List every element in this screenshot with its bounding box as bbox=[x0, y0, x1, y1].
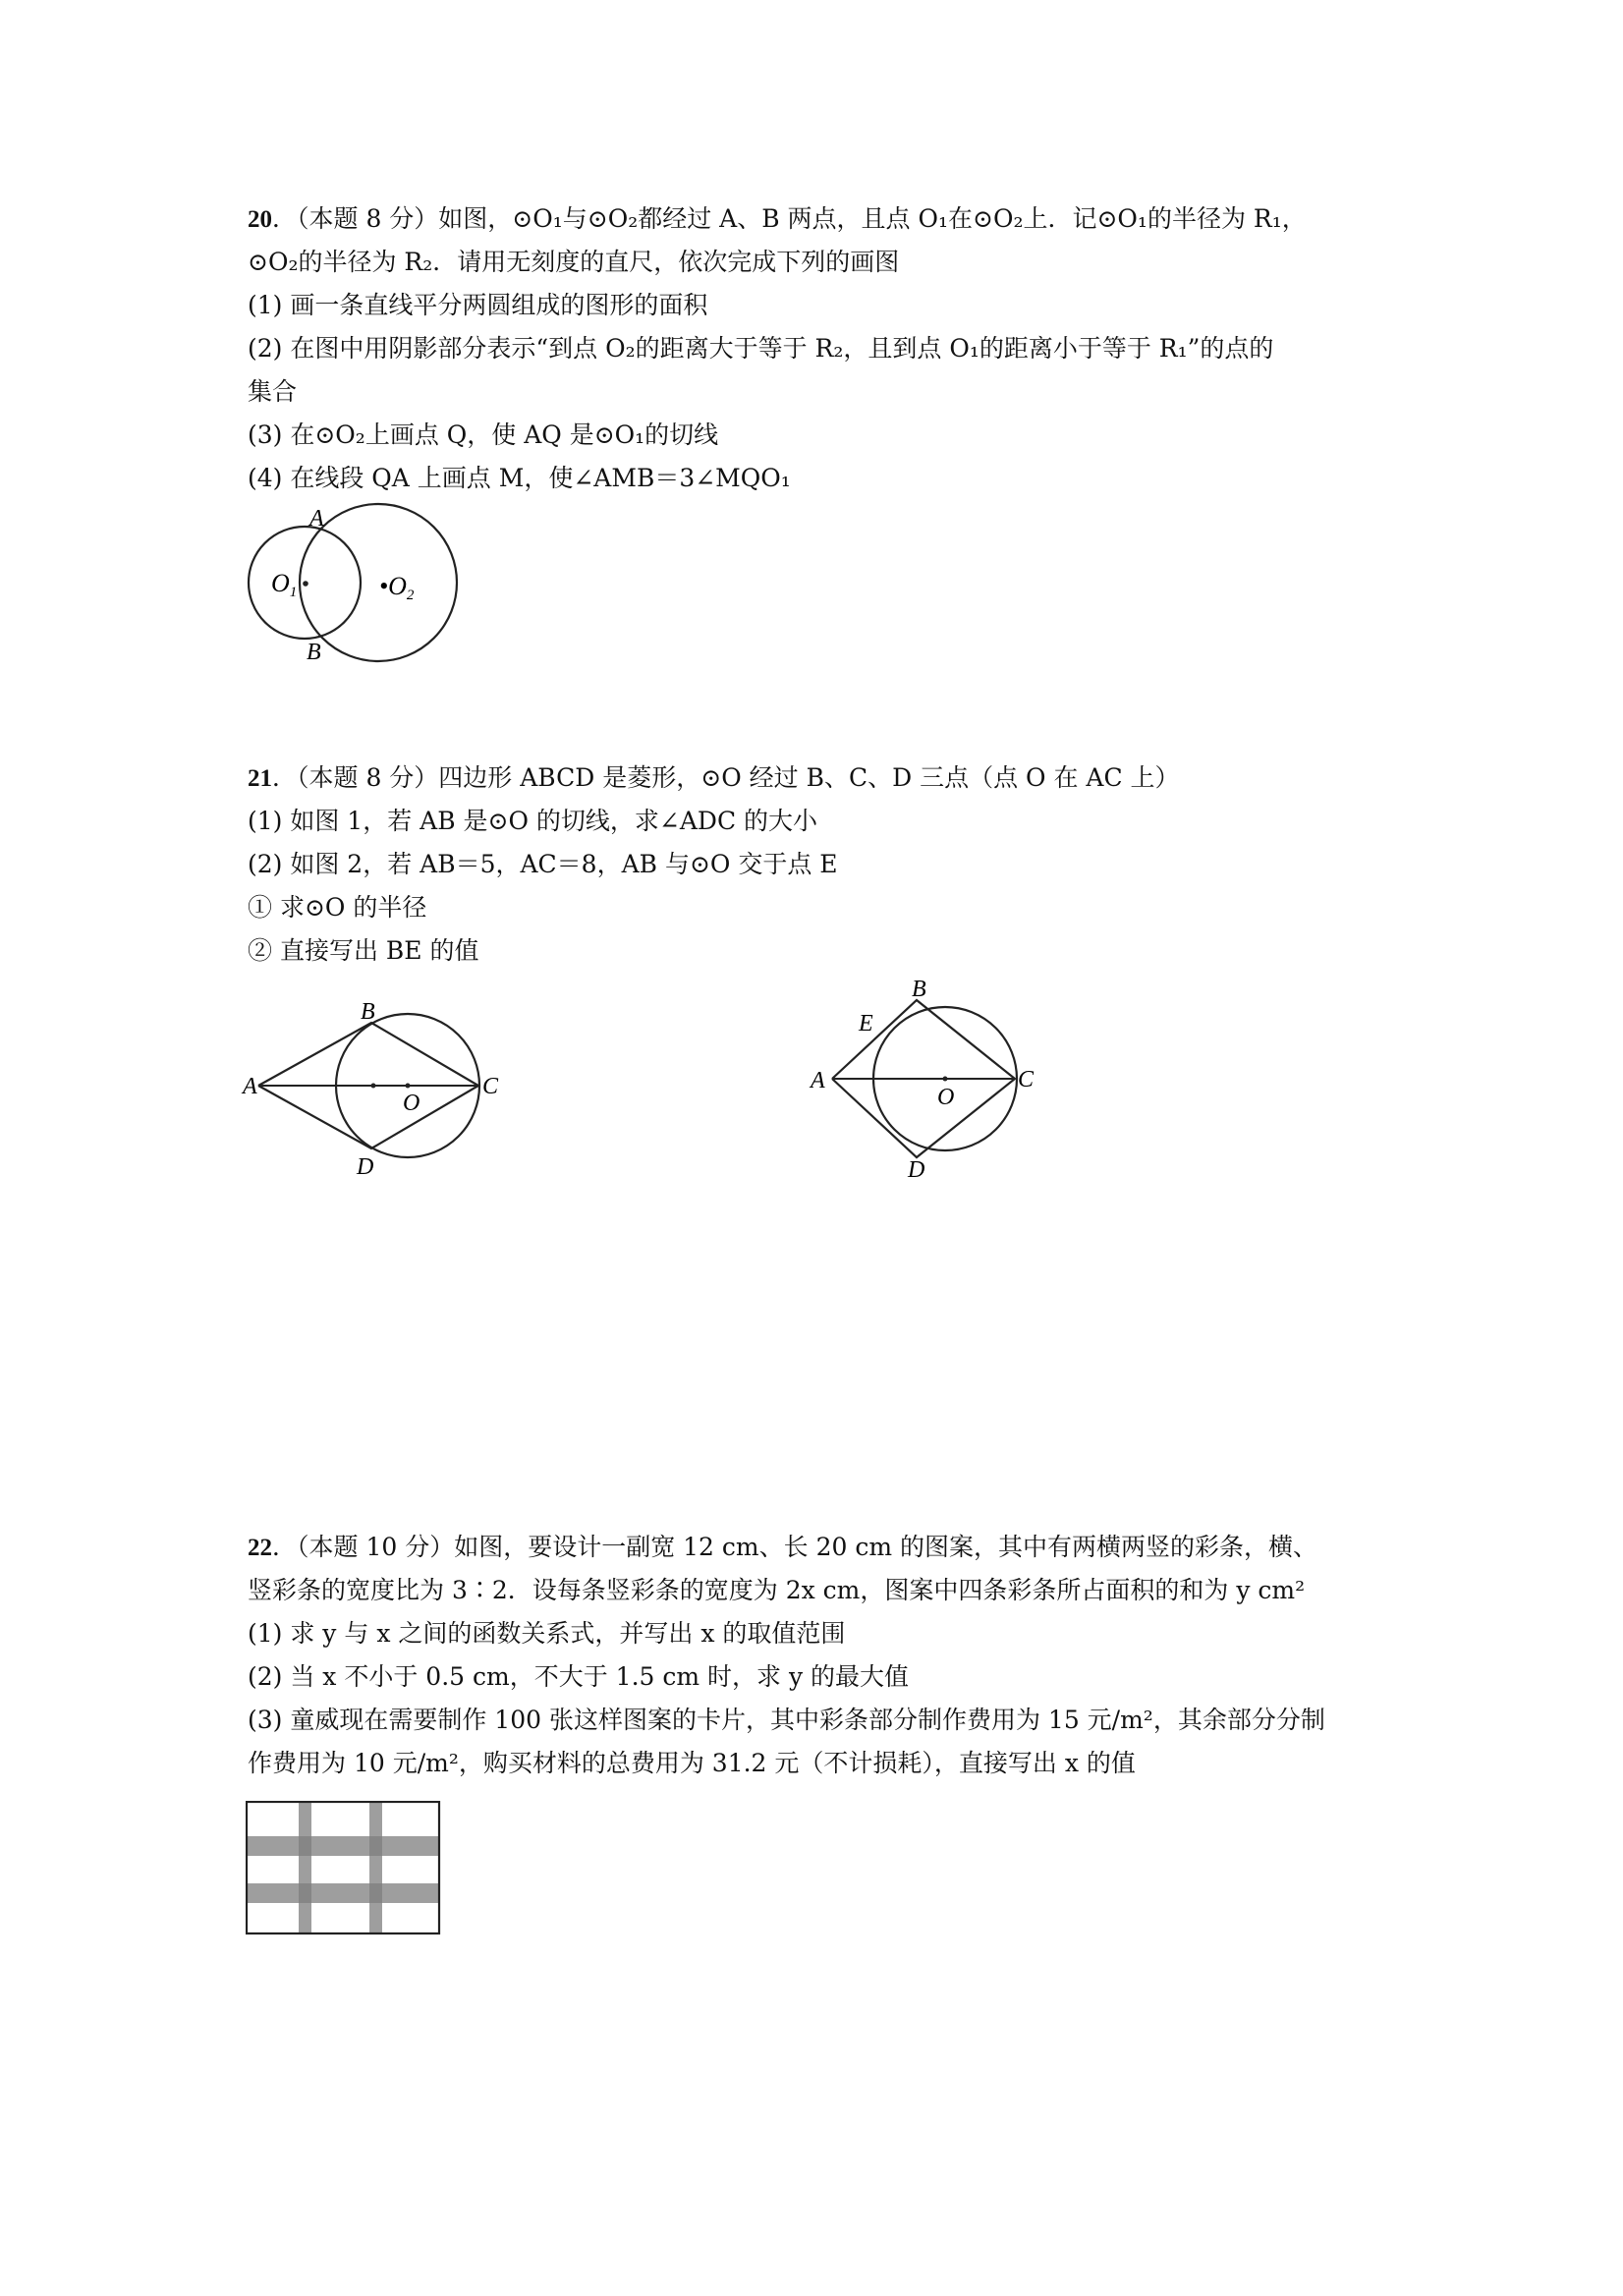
label-o2: •O2 bbox=[379, 572, 415, 603]
q22-text-1: ．（本题 10 分）如图，要设计一副宽 12 cm、长 20 cm 的图案，其中有两横两竖的彩条，横、 bbox=[272, 1533, 1317, 1561]
q21-number: 21 bbox=[248, 765, 272, 792]
fig1-label-d: D bbox=[357, 1154, 374, 1180]
label-o1: O1 bbox=[271, 569, 298, 600]
fig2-label-a: A bbox=[811, 1068, 825, 1093]
label-a: A bbox=[309, 506, 324, 532]
q20-part-2-cont: 集合 bbox=[248, 377, 298, 406]
q22-part-1: (1) 求 y 与 x 之间的函数关系式，并写出 x 的取值范围 bbox=[248, 1619, 846, 1648]
q22-part-3: (3) 童威现在需要制作 100 张这样图案的卡片，其中彩条部分制作费用为 15 元/m²，其余部分分制 bbox=[248, 1706, 1325, 1734]
q20-line-1 bbox=[248, 202, 1307, 237]
fig2-label-d: D bbox=[908, 1157, 925, 1179]
q21-part-2-i: ① 求⊙O 的半径 bbox=[248, 893, 427, 922]
label-b: B bbox=[307, 640, 321, 665]
q20-part-3: (3) 在⊙O₂上画点 Q，使 AQ 是⊙O₁的切线 bbox=[248, 420, 719, 449]
q21-part-2-ii: ② 直接写出 BE 的值 bbox=[248, 936, 479, 965]
q21-line-1 bbox=[248, 761, 1180, 796]
q22-number: 22 bbox=[248, 1535, 272, 1561]
q21-part-2: (2) 如图 2，若 AB＝5，AC＝8，AB 与⊙O 交于点 E bbox=[248, 850, 838, 878]
q21-figure-1 bbox=[241, 987, 516, 1184]
fig2-label-o: O bbox=[937, 1085, 955, 1110]
q21-figure-2 bbox=[806, 973, 1061, 1179]
fig1-label-c: C bbox=[482, 1074, 499, 1099]
vertical-stripe-2 bbox=[369, 1802, 382, 1933]
fig2-label-c: C bbox=[1018, 1067, 1035, 1092]
q22-line-2: 竖彩条的宽度比为 3∶2．设每条竖彩条的宽度为 2x cm，图案中四条彩条所占面积的和为 y cm² bbox=[248, 1576, 1306, 1604]
q22-figure bbox=[246, 1801, 444, 1938]
vertical-stripe-1 bbox=[299, 1802, 311, 1933]
q20-part-4: (4) 在线段 QA 上画点 M，使∠AMB＝3∠MQO₁ bbox=[248, 464, 791, 492]
q21-text-1: ．（本题 8 分）四边形 ABCD 是菱形，⊙O 经过 B、C、D 三点（点 O 在 AC 上） bbox=[272, 763, 1180, 792]
q20-number: 20 bbox=[248, 206, 272, 233]
q22-part-3-cont: 作费用为 10 元/m²，购买材料的总费用为 31.2 元（不计损耗），直接写出 x 的值 bbox=[248, 1749, 1136, 1777]
fig1-label-a: A bbox=[243, 1074, 257, 1099]
q20-part-1: (1) 画一条直线平分两圆组成的图形的面积 bbox=[248, 291, 708, 319]
horizontal-stripe-2 bbox=[247, 1883, 439, 1903]
fig2-label-b: B bbox=[912, 977, 926, 1002]
fig2-label-e: E bbox=[859, 1011, 873, 1036]
horizontal-stripe-1 bbox=[247, 1836, 439, 1856]
q20-line-2: ⊙O₂的半径为 R₂．请用无刻度的直尺，依次完成下列的画图 bbox=[248, 248, 900, 276]
q22-part-2: (2) 当 x 不小于 0.5 cm，不大于 1.5 cm 时，求 y 的最大值 bbox=[248, 1662, 910, 1691]
fig1-label-b: B bbox=[361, 999, 375, 1025]
fig1-label-o: O bbox=[403, 1091, 420, 1116]
q22-line-1 bbox=[248, 1531, 1317, 1565]
q20-text-1: ．（本题 8 分）如图，⊙O₁与⊙O₂都经过 A、B 两点，且点 O₁在⊙O₂上．记⊙O₁的半径为 R₁， bbox=[272, 204, 1307, 233]
q20-part-2: (2) 在图中用阴影部分表示“到点 O₂的距离大于等于 R₂，且到点 O₁的距离小于等于 R₁”的点的 bbox=[248, 334, 1274, 363]
q21-part-1: (1) 如图 1，若 AB 是⊙O 的切线，求∠ADC 的大小 bbox=[248, 807, 818, 835]
q20-figure bbox=[236, 496, 472, 673]
